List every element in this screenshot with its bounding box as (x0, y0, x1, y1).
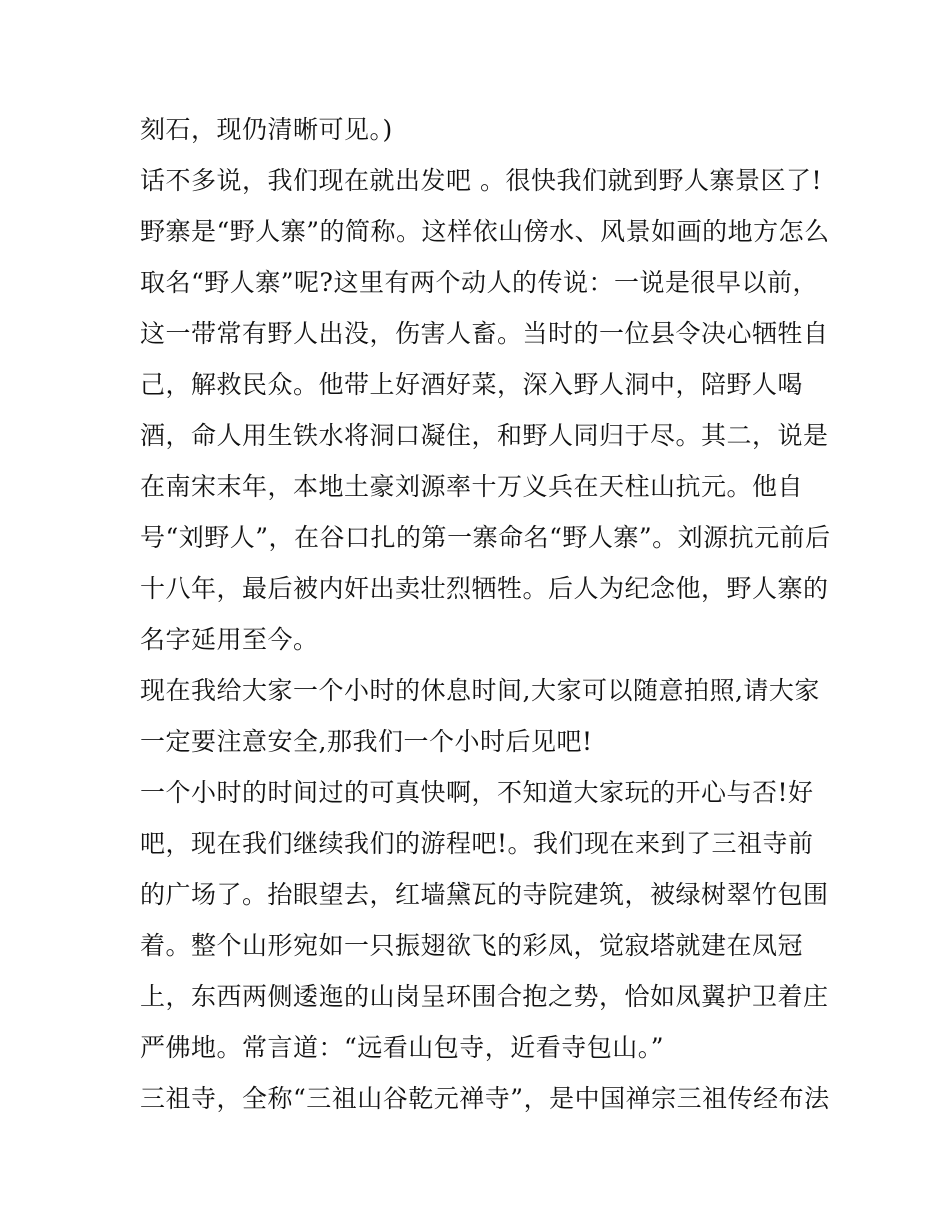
text-line: 现在我给大家一个小时的休息时间,大家可以随意拍照,请大家 (140, 676, 820, 705)
text-line: 吧，现在我们继续我们的游程吧!。我们现在来到了三祖寺前 (140, 829, 814, 858)
text-line: 的广场了。抬眼望去，红墙黛瓦的寺院建筑，被绿树翠竹包围 (140, 880, 829, 909)
text-line: 上，东西两侧逶迤的山岗呈环围合抱之势，恰如凤翼护卫着庄 (140, 982, 829, 1011)
text-line: 这一带常有野人出没，伤害人畜。当时的一位县令决心牺牲自 (140, 319, 829, 348)
text-line: 一个小时的时间过的可真快啊，不知道大家玩的开心与否!好 (140, 778, 814, 807)
text-line: 严佛地。常言道：“远看山包寺，近看寺包山。” (140, 1033, 665, 1062)
text-line: 一定要注意安全,那我们一个小时后见吧! (140, 727, 593, 756)
text-line: 野寨是“野人寨”的简称。这样依山傍水、风景如画的地方怎么 (140, 217, 830, 246)
text-line: 在南宋末年，本地土豪刘源率十万义兵在天柱山抗元。他自 (140, 472, 804, 501)
text-line: 酒，命人用生铁水将洞口凝住，和野人同归于尽。其二，说是 (140, 421, 829, 450)
text-line: 十八年，最后被内奸出卖壮烈牺牲。后人为纪念他，野人寨的 (140, 574, 829, 603)
text-line: 三祖寺，全称“三祖山谷乾元禅寺”，是中国禅宗三祖传经布法 (140, 1084, 830, 1113)
text-line: 己，解救民众。他带上好酒好菜，深入野人洞中，陪野人喝 (140, 370, 804, 399)
text-line: 刻石，现仍清晰可见。) (140, 115, 393, 144)
text-line: 着。整个山形宛如一只振翅欲飞的彩凤，觉寂塔就建在凤冠 (140, 931, 804, 960)
text-line: 取名“野人寨”呢?这里有两个动人的传说：一说是很早以前， (140, 268, 818, 297)
text-line: 话不多说，我们现在就出发吧 。很快我们就到野人寨景区了! (140, 166, 822, 195)
text-line: 号“刘野人”，在谷口扎的第一寨命名“野人寨”。刘源抗元前后 (140, 523, 831, 552)
text-line: 名字延用至今。 (140, 625, 319, 654)
